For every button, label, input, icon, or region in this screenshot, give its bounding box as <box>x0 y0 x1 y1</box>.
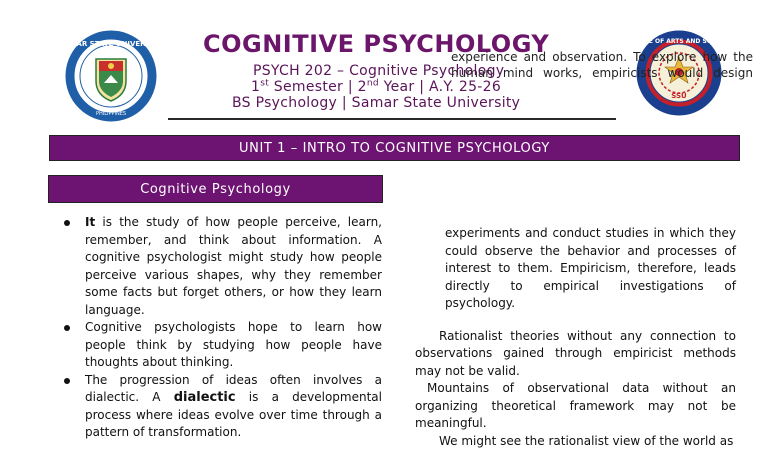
program-subtitle: BS Psychology | Samar State University <box>232 95 520 111</box>
list-item: Cognitive psychologists hope to learn how people think by studying how people have thoughts about thinking. <box>60 319 382 372</box>
document-title: COGNITIVE PSYCHOLOGY <box>203 30 549 58</box>
seal-left-bottom-text: PHILIPPINES <box>96 111 126 117</box>
paragraph: Rationalist theories without any connection to observations gained through empiricist methods may not be valid. <box>415 328 736 381</box>
header-divider <box>168 118 616 120</box>
semester-subtitle: 1st Semester | 2nd Year | A.Y. 25-26 <box>251 79 501 95</box>
indented-quote: experiments and conduct studies in which they could observe the behavior and processes of interest to them. Empiricism, therefore, leads directly to empirical investigations of psychology. <box>445 225 736 313</box>
samar-state-university-seal <box>66 31 156 121</box>
section-heading: Cognitive Psychology <box>48 175 383 203</box>
unit-banner: UNIT 1 – INTRO TO COGNITIVE PSYCHOLOGY <box>49 135 740 161</box>
list-item: It is the study of how people perceive, learn, remember, and think about information. A cognitive psychologist might study how people perceive various shapes, why they remember some facts but forget others, or how they learn language. <box>60 214 382 319</box>
right-column <box>415 225 736 450</box>
overflow-line: human mind works, empiricists would design <box>451 65 753 81</box>
seal-right-ring-text: COLLEGE OF ARTS AND SCIENCES <box>623 38 736 45</box>
paragraph: Mountains of observational data without an organizing theoretical framework may not be meaningful. <box>415 380 736 433</box>
paragraph: We might see the rationalist view of the world as <box>415 433 736 450</box>
bullet-list <box>60 214 382 442</box>
seal-right-bottom-text: SSU <box>671 92 687 100</box>
dialectic-term: dialectic <box>174 390 236 405</box>
list-item: The progression of ideas often involves a dialectic. A dialectic is a developmental process where ideas evolve over time through a pattern of transformation. <box>60 372 382 442</box>
seal-left-ring-text: SAMAR STATE UNIVERSITY <box>59 40 164 48</box>
course-subtitle: PSYCH 202 – Cognitive Psychology <box>253 63 504 79</box>
overflow-line: experience and observation. To explore how the <box>451 49 753 65</box>
